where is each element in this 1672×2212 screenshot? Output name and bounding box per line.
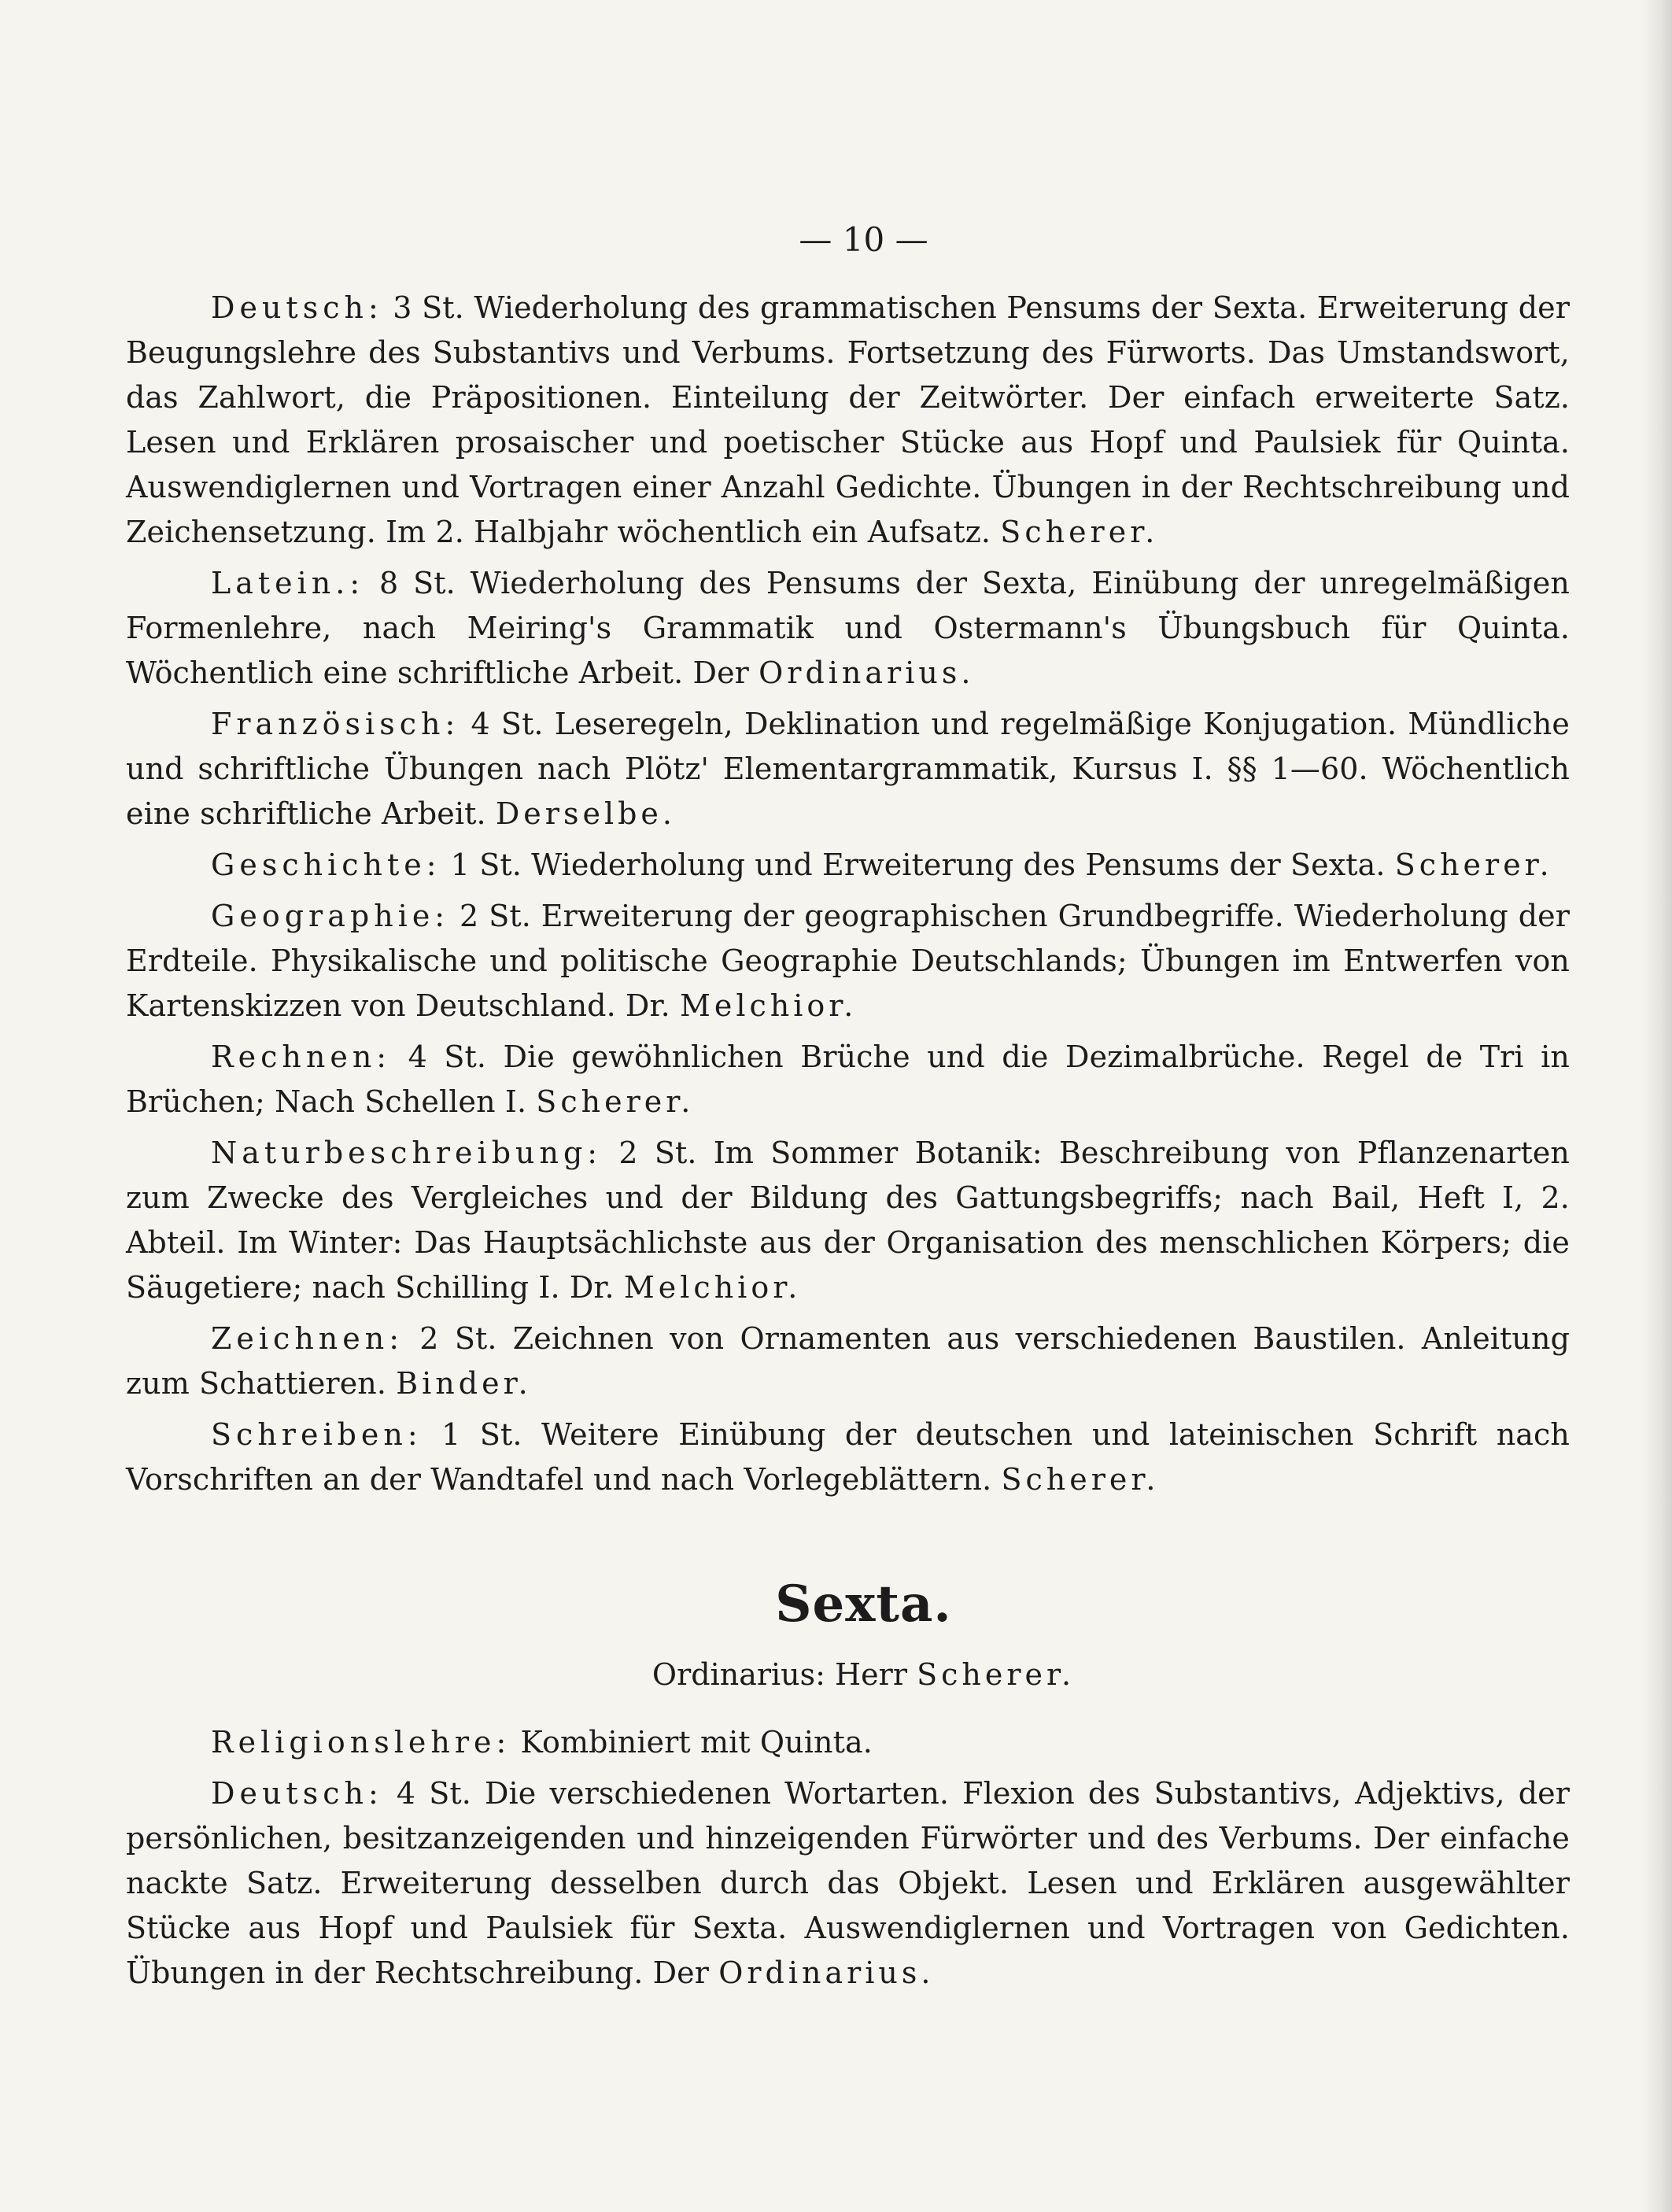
subject-label: Schreiben: <box>211 1417 423 1452</box>
teacher-name: Scherer. <box>1394 848 1553 882</box>
paragraph-text: Kombiniert mit Quinta. <box>511 1725 873 1760</box>
page-content <box>126 220 1570 2002</box>
teacher-name: Ordinarius. <box>718 1955 935 1990</box>
teacher-name: Melchior. <box>623 1270 802 1305</box>
paragraph-text: 8 St. Wiederholung des Pensums der Sexta, Einübung der unregelmäßigen Formenlehre, nach Meiring's Grammatik und Ostermann's Übungsbuch für Quinta. Wöchentlich eine schriftliche Arbeit. Der <box>126 566 1570 690</box>
teacher-name: Scherer. <box>536 1084 695 1119</box>
paragraph-schreiben <box>126 1413 1570 1502</box>
ordinarius-line <box>126 1657 1570 1692</box>
paragraph-text: 1 St. Wiederholung und Erweiterung des Pensums der Sexta. <box>441 848 1395 882</box>
ordinarius-name: Scherer. <box>917 1657 1076 1692</box>
teacher-name: Melchior. <box>679 988 858 1023</box>
paragraph-religionslehre <box>126 1720 1570 1765</box>
paragraph-text: 1 St. Weitere Einübung der deutschen und lateinischen Schrift nach Vorschriften an der Wandtafel und nach Vorlegeblättern. <box>126 1417 1570 1497</box>
subject-label: Religionslehre: <box>211 1725 511 1760</box>
teacher-name: Ordinarius. <box>758 655 975 690</box>
subject-label: Latein.: <box>211 566 365 600</box>
paragraph-zeichnen <box>126 1316 1570 1406</box>
subject-label: Deutsch: <box>211 1776 383 1811</box>
paragraph-geographie <box>126 894 1570 1028</box>
paragraph-latein <box>126 561 1570 696</box>
subject-label: Französisch: <box>211 707 460 741</box>
paragraph-text: 2 St. Erweiterung der geographischen Grundbegriffe. Wiederholung der Erdteile. Physikalische und politische Geographie Deutschlands; Übungen im Entwerfen von Kartenskizzen von Deutschland. Dr. <box>126 899 1570 1023</box>
subject-label: Geschichte: <box>211 848 441 882</box>
paragraph-text: 4 St. Die gewöhnlichen Brüche und die Dezimalbrüche. Regel de Tri in Brüchen; Nach Schellen I. <box>126 1040 1570 1119</box>
paragraph-deutsch <box>126 286 1570 555</box>
section-heading: Sexta. <box>775 1575 952 1634</box>
subject-label: Deutsch: <box>211 290 383 325</box>
paragraph-text: 4 St. Leseregeln, Deklination und regelmäßige Konjugation. Mündliche und schriftliche Übungen nach Plötz' Elementargrammatik, Kursus I. §§ 1—60. Wöchentlich eine schriftliche Arbeit. <box>126 707 1570 831</box>
teacher-name: Derselbe. <box>495 796 676 831</box>
subject-label: Geographie: <box>211 899 450 933</box>
paragraph-text: 2 St. Zeichnen von Ornamenten aus verschiedenen Baustilen. Anleitung zum Schattieren. <box>126 1321 1570 1401</box>
paragraph-rechnen <box>126 1035 1570 1124</box>
paragraph-naturbeschreibung <box>126 1131 1570 1310</box>
sexta-section <box>126 1575 1570 1996</box>
teacher-name: Scherer. <box>1001 1462 1160 1497</box>
paragraph-text: 3 St. Wiederholung des grammatischen Pensums der Sexta. Erweiterung der Beugungslehre des Substantivs und Verbums. Fortsetzung des Fürworts. Das Umstandswort, das Zahlwort, die Präpositionen. Einteilung der Zeitwörter. Der einfach erweiterte Satz. Lesen und Erklären prosaischer und poetischer Stücke aus Hopf und Paulsiek für Quinta. Auswendiglernen und Vortragen einer Anzahl Gedichte. Übungen in der Rechtschreibung und Zeichensetzung. Im 2. Halbjahr wöchentlich ein Aufsatz. <box>126 290 1570 549</box>
subject-label: Zeichnen: <box>211 1321 404 1356</box>
paragraph-text: 2 St. Im Sommer Botanik: Beschreibung von Pflanzenarten zum Zwecke des Vergleiches und der Bildung des Gattungsbegriffs; nach Bail, Heft I, 2. Abteil. Im Winter: Das Hauptsächlichste aus der Organisation des menschlichen Körpers; die Säugetiere; nach Schilling I. Dr. <box>126 1136 1570 1305</box>
subject-label: Naturbeschreibung: <box>211 1136 603 1170</box>
paragraph-deutsch-sexta <box>126 1771 1570 1996</box>
ordinarius-label: Ordinarius: Herr <box>651 1657 917 1692</box>
paragraph-text: 4 St. Die verschiedenen Wortarten. Flexion des Substantivs, Adjektivs, der persönlichen, besitzanzeigenden und hinzeigenden Fürwörter und des Verbums. Der einfache nackte Satz. Erweiterung desselben durch das Objekt. Lesen und Erklären ausgewählter Stücke aus Hopf und Paulsiek für Sexta. Auswendiglernen und Vortragen von Gedichten. Übungen in der Rechtschreibung. Der <box>126 1776 1570 1990</box>
teacher-name: Scherer. <box>1000 515 1159 549</box>
paragraph-franzoesisch <box>126 702 1570 836</box>
paragraph-geschichte <box>126 843 1570 888</box>
quinta-section <box>126 286 1570 1502</box>
subject-label: Rechnen: <box>211 1040 392 1074</box>
page-number: — 10 — <box>799 220 928 259</box>
teacher-name: Binder. <box>396 1366 532 1401</box>
